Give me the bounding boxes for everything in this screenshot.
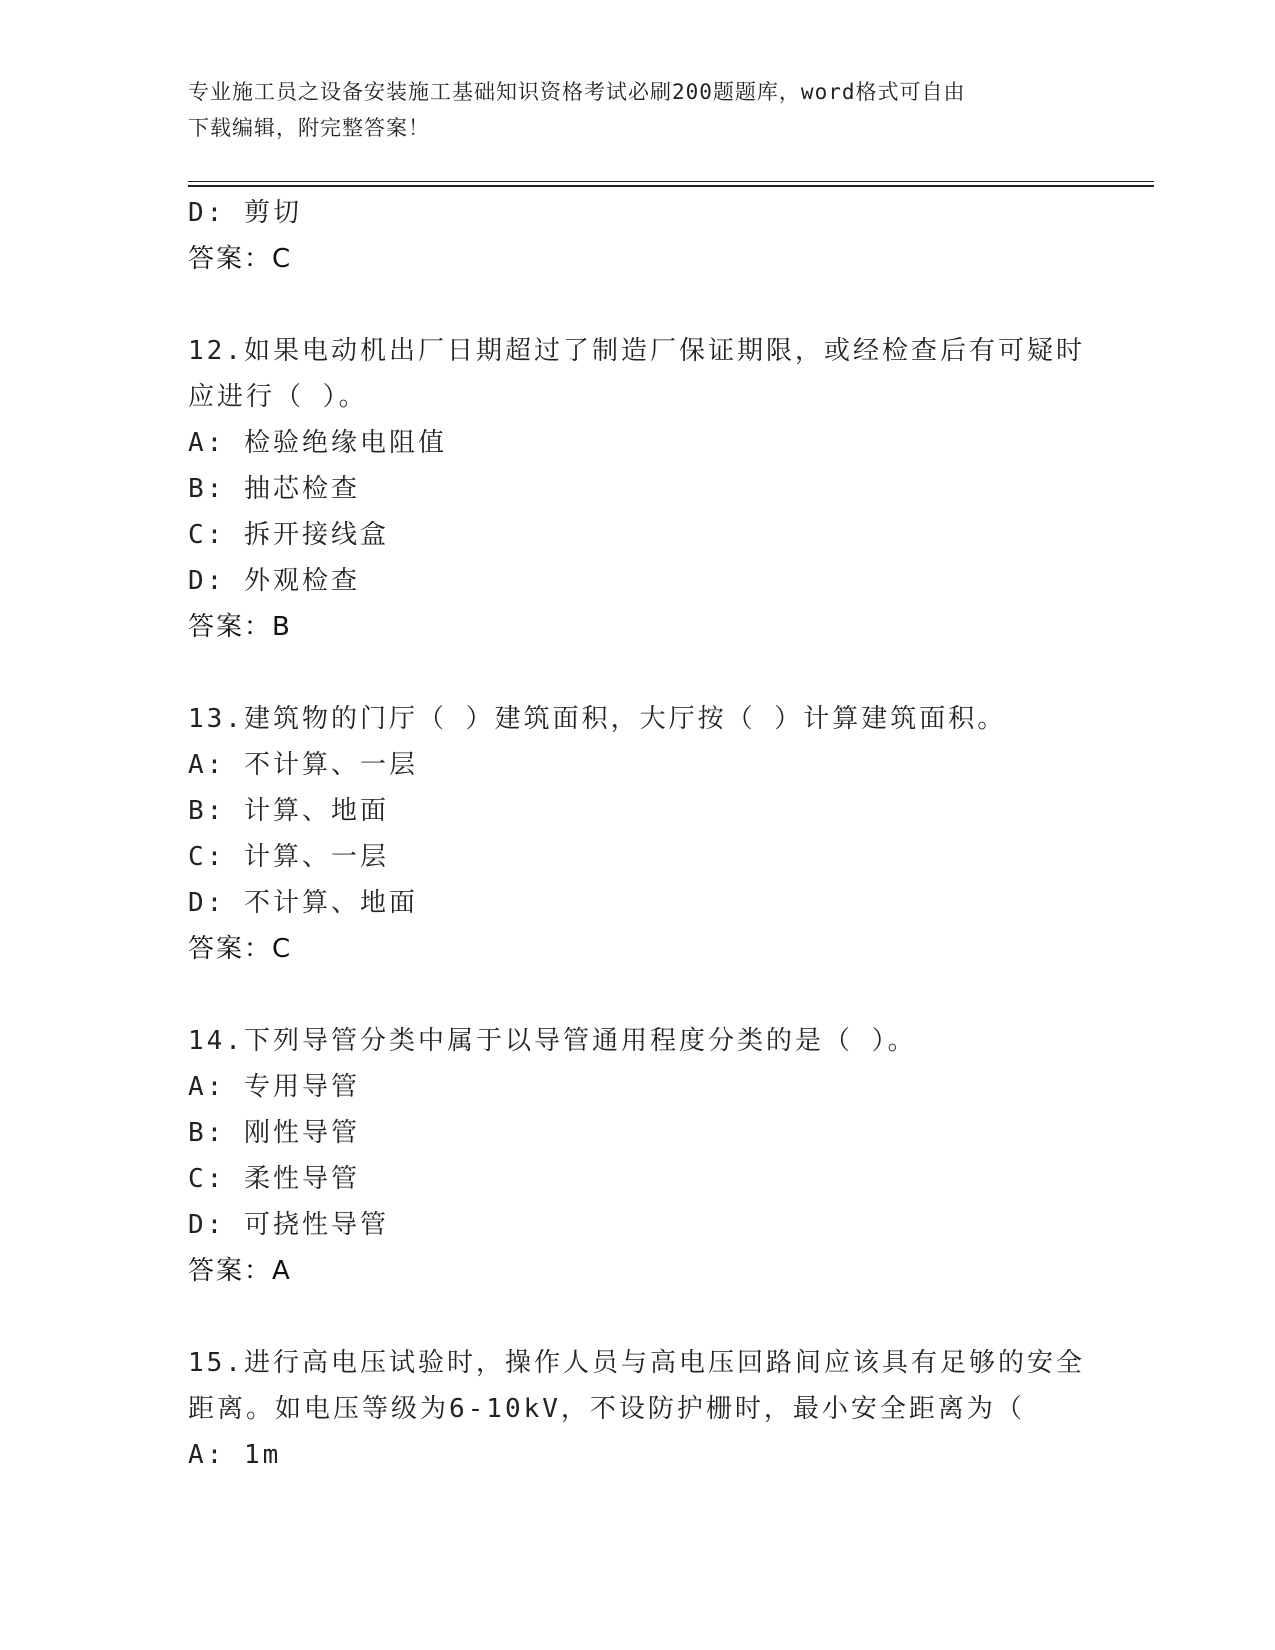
question-stem: 13.建筑物的门厅（ ）建筑面积，大厅按（ ）计算建筑面积。 [188, 704, 1007, 734]
option-a: A: 不计算、一层 [188, 750, 418, 780]
header-title-line-2: 下载编辑，附完整答案！ [188, 116, 430, 140]
header-divider-thin [188, 181, 1154, 182]
option-d: D: 不计算、地面 [188, 888, 418, 918]
spacer [188, 282, 1088, 328]
spacer [188, 972, 1088, 1018]
option-d: D: 外观检查 [188, 566, 360, 596]
prev-answer: 答案：C [188, 244, 293, 274]
question-stem: 15.进行高电压试验时，操作人员与高电压回路间应该具有足够的安全 [188, 1348, 1085, 1378]
option-a: A: 1m [188, 1440, 282, 1470]
option-d: D: 可挠性导管 [188, 1210, 389, 1240]
header-title-line-1: 专业施工员之设备安装施工基础知识资格考试必刷200题题库，word格式可自由 [188, 80, 966, 104]
question-15 [188, 1340, 1088, 1478]
option-c: C: 拆开接线盒 [188, 520, 389, 550]
question-stem: 12.如果电动机出厂日期超过了制造厂保证期限，或经检查后有可疑时 [188, 336, 1085, 366]
question-13 [188, 696, 1088, 972]
prev-option-d: D: 剪切 [188, 198, 302, 228]
question-12 [188, 328, 1088, 650]
answer: 答案：A [188, 1256, 292, 1286]
answer: 答案：B [188, 612, 292, 642]
option-c: C: 计算、一层 [188, 842, 389, 872]
answer: 答案：C [188, 934, 293, 964]
question-stem-continued: 应进行（ ）。 [188, 382, 368, 412]
option-b: B: 计算、地面 [188, 796, 389, 826]
page-header [188, 74, 1088, 146]
header-divider-thick [188, 185, 1154, 187]
option-c: C: 柔性导管 [188, 1164, 360, 1194]
option-b: B: 抽芯检查 [188, 474, 360, 504]
option-a: A: 专用导管 [188, 1072, 360, 1102]
spacer [188, 650, 1088, 696]
option-b: B: 刚性导管 [188, 1118, 360, 1148]
spacer [188, 1294, 1088, 1340]
question-14 [188, 1018, 1088, 1294]
question-stem: 14.下列导管分类中属于以导管通用程度分类的是（ ）。 [188, 1026, 917, 1056]
option-a: A: 检验绝缘电阻值 [188, 428, 447, 458]
question-content [188, 190, 1088, 1478]
question-stem-continued: 距离。如电压等级为6-10kV，不设防护栅时，最小安全距离为（ [188, 1394, 1025, 1424]
